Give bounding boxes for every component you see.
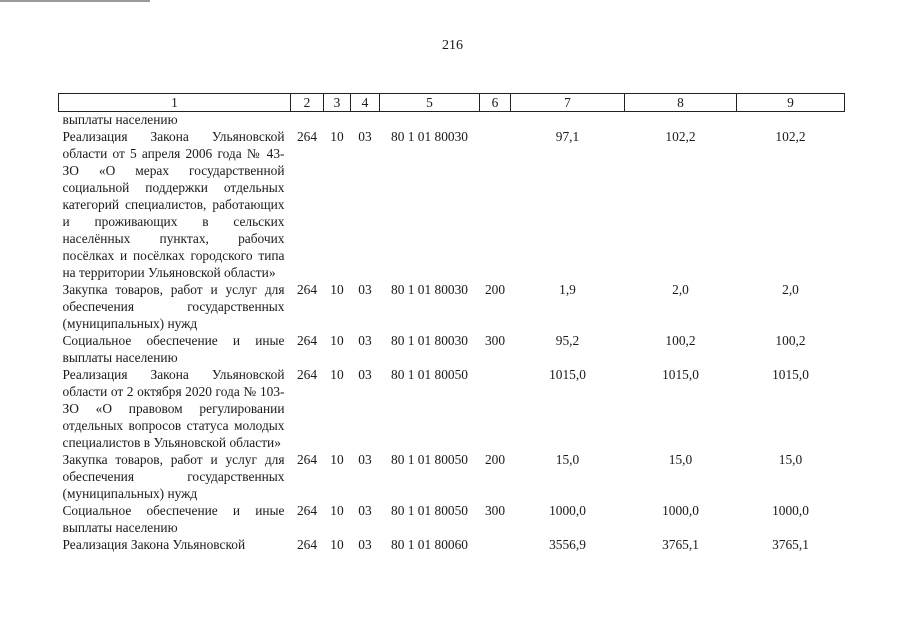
row-kind xyxy=(480,536,511,553)
scan-edge-mark xyxy=(0,0,150,2)
row-year3: 102,2 xyxy=(775,129,806,144)
row-kind xyxy=(480,366,511,451)
row-target: 80 1 01 80030 xyxy=(391,282,468,297)
row-name: Социальное обеспечение и иные выплаты населению xyxy=(62,333,285,365)
row-subsection: 03 xyxy=(358,537,372,552)
row-section: 10 xyxy=(330,367,344,382)
row-section: 10 xyxy=(330,282,344,297)
row-year2: 1015,0 xyxy=(662,367,699,382)
row-ministry: 264 xyxy=(296,537,318,552)
row-section: 10 xyxy=(330,503,344,518)
row-subsection: 03 xyxy=(358,367,372,382)
header-col-4: 4 xyxy=(351,94,380,112)
row-year1: 1,9 xyxy=(559,282,576,297)
row-year3: 100,2 xyxy=(775,333,806,348)
row-year1: 1015,0 xyxy=(549,367,586,382)
row-year2: 102,2 xyxy=(665,129,696,144)
header-col-2: 2 xyxy=(291,94,324,112)
table-body xyxy=(59,112,845,554)
row-year3: 3765,1 xyxy=(772,537,809,552)
row-ministry: 264 xyxy=(296,503,318,518)
row-name: Социальное обеспечение и иные выплаты населению xyxy=(62,503,285,535)
row-target: 80 1 01 80050 xyxy=(391,452,468,467)
row-year1: 97,1 xyxy=(555,129,580,144)
header-col-6: 6 xyxy=(480,94,511,112)
row-kind: 300 xyxy=(484,503,506,518)
header-col-9: 9 xyxy=(737,94,845,112)
row-ministry: 264 xyxy=(296,333,318,348)
row-section: 10 xyxy=(330,129,344,144)
budget-table xyxy=(58,93,845,553)
row-year2: 3765,1 xyxy=(662,537,699,552)
row-ministry: 264 xyxy=(296,452,318,467)
row-name: Закупка товаров, работ и услуг для обеспечения государственных (муниципальных) нужд xyxy=(62,452,285,501)
row-name: Реализация Закона Ульяновской xyxy=(62,537,246,552)
row-kind: 200 xyxy=(484,282,506,297)
header-col-5: 5 xyxy=(380,94,480,112)
row-section: 10 xyxy=(330,333,344,348)
row-year2: 15,0 xyxy=(668,452,693,467)
row-section: 10 xyxy=(330,452,344,467)
header-col-1: 1 xyxy=(59,94,291,112)
continuation-text: выплаты населению xyxy=(62,112,178,127)
row-kind: 300 xyxy=(484,333,506,348)
header-col-3: 3 xyxy=(324,94,351,112)
header-col-7: 7 xyxy=(511,94,625,112)
table-row xyxy=(59,536,845,553)
row-year2: 2,0 xyxy=(672,282,689,297)
table-row xyxy=(59,332,845,366)
row-year3: 1000,0 xyxy=(772,503,809,518)
row-year1: 15,0 xyxy=(555,452,580,467)
row-ministry: 264 xyxy=(296,367,318,382)
row-ministry: 264 xyxy=(296,282,318,297)
row-subsection: 03 xyxy=(358,282,372,297)
row-name: Закупка товаров, работ и услуг для обеспечения государственных (муниципальных) нужд xyxy=(62,282,285,331)
row-year2: 1000,0 xyxy=(662,503,699,518)
row-name: Реализация Закона Ульяновской области от 5 апреля 2006 года № 43-ЗО «О мерах государственной социальной поддержки отдельных категорий специалистов, работающих и проживающих в сельских населённых пунктах, рабочих посёлках и посёлках городского типа на территории Ульяновской области» xyxy=(62,129,285,280)
row-subsection: 03 xyxy=(358,129,372,144)
continuation-row xyxy=(59,112,845,129)
header-row xyxy=(59,94,845,112)
row-name: Реализация Закона Ульяновской области от 2 октября 2020 года № 103-ЗО «О правовом регулировании отдельных вопросов статуса молодых специалистов в Ульяновской области» xyxy=(62,367,285,450)
row-year2: 100,2 xyxy=(665,333,696,348)
row-target: 80 1 01 80030 xyxy=(391,129,468,144)
table-header xyxy=(59,94,845,112)
row-section: 10 xyxy=(330,537,344,552)
row-year3: 2,0 xyxy=(782,282,799,297)
row-year1: 95,2 xyxy=(555,333,580,348)
row-subsection: 03 xyxy=(358,452,372,467)
row-target: 80 1 01 80030 xyxy=(391,333,468,348)
row-year3: 15,0 xyxy=(778,452,803,467)
row-target: 80 1 01 80050 xyxy=(391,367,468,382)
table-row xyxy=(59,281,845,332)
row-kind: 200 xyxy=(484,452,506,467)
row-ministry: 264 xyxy=(296,129,318,144)
table-row xyxy=(59,366,845,451)
row-year3: 1015,0 xyxy=(772,367,809,382)
row-subsection: 03 xyxy=(358,333,372,348)
row-year1: 3556,9 xyxy=(549,537,586,552)
page-number: 216 xyxy=(442,38,463,53)
row-target: 80 1 01 80050 xyxy=(391,503,468,518)
row-kind xyxy=(480,128,511,281)
header-col-8: 8 xyxy=(625,94,737,112)
row-target: 80 1 01 80060 xyxy=(391,537,468,552)
row-year1: 1000,0 xyxy=(549,503,586,518)
table-row xyxy=(59,502,845,536)
table-row xyxy=(59,128,845,281)
table-row xyxy=(59,451,845,502)
row-subsection: 03 xyxy=(358,503,372,518)
